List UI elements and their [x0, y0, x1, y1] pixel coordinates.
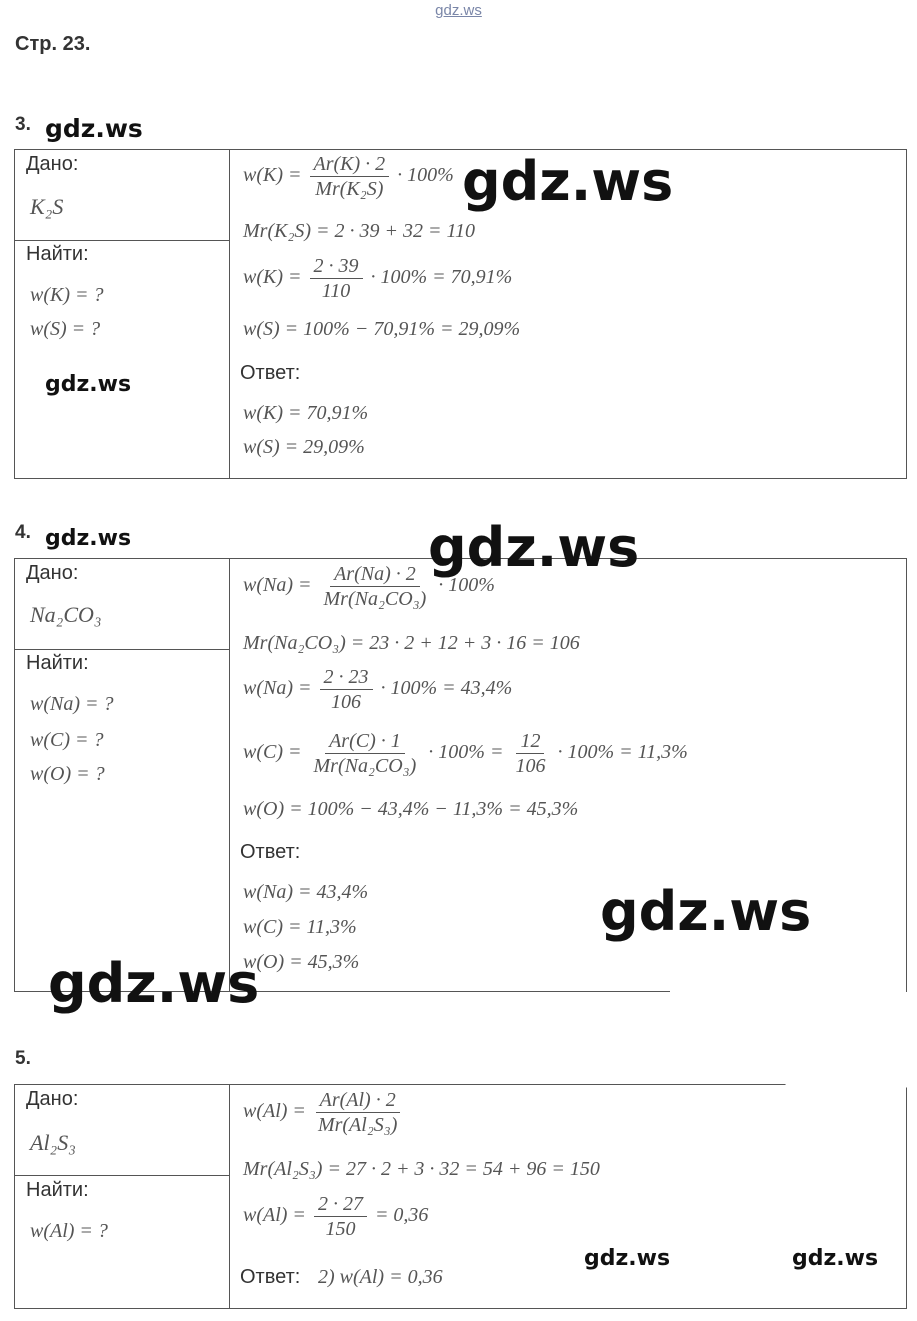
watermark-text: gdz.ws — [428, 516, 640, 579]
task3-table — [14, 149, 907, 479]
task5-find-label: Найти: — [26, 1179, 89, 1201]
page-title: Стр. 23. — [15, 33, 91, 55]
task5-formula-1: w(Al) = $\frac{Ar(Al) \cdot 2}{\text{Mr(Al₂S₃)}}$ — [243, 1089, 404, 1136]
task4-answer-label: Ответ: — [240, 841, 301, 863]
task4-number: 4. — [15, 522, 31, 543]
task4-find-1: w(Na) = ? — [30, 693, 114, 715]
task3-find-label: Найти: — [26, 243, 89, 265]
watermark-text: gdz.ws — [462, 150, 674, 213]
task4-given-label: Дано: — [26, 562, 79, 584]
task4-answer-2: w(C) = 11,3% — [243, 916, 357, 938]
task3-answer-2: w(S) = 29,09% — [243, 436, 365, 458]
task5-number: 5. — [15, 1048, 31, 1069]
task4-divider — [229, 559, 230, 992]
task5-border-blemish — [785, 1076, 910, 1088]
watermark-text: gdz.ws — [45, 114, 143, 143]
task3-answer-label: Ответ: — [240, 362, 301, 384]
task3-given-divider — [15, 240, 229, 241]
task3-given-formula: K₂S — [30, 194, 64, 219]
task3-answer-1: w(K) = 70,91% — [243, 402, 369, 424]
task5-formula-3: w(Al) = $\frac{2 \cdot 27}{150}$ = 0,36 — [243, 1193, 429, 1240]
watermark-text: gdz.ws — [584, 1246, 671, 1271]
task4-find-label: Найти: — [26, 652, 89, 674]
task3-given-label: Дано: — [26, 153, 79, 175]
task4-answer-3: w(O) = 45,3% — [243, 951, 360, 973]
watermark-text: gdz.ws — [45, 526, 132, 551]
task3-formula-1: w(K) = $\frac{Ar(K) \cdot 2}{\text{Mr(K₂S)}}$ · 100% — [243, 153, 454, 200]
task3-number: 3. — [15, 114, 31, 135]
task3-divider — [229, 150, 230, 478]
task5-answer: 2) w(Al) = 0,36 — [318, 1266, 443, 1288]
task5-formula-2: Mr(Al₂S₃) = 27 · 2 + 3 · 32 = 54 + 96 = 150 — [243, 1158, 600, 1180]
task4-formula-2: Mr(Na₂CO₃) = 23 · 2 + 12 + 3 · 16 = 106 — [243, 632, 580, 654]
task3-find-1: w(K) = ? — [30, 284, 104, 306]
task4-find-3: w(O) = ? — [30, 763, 105, 785]
task4-formula-3: w(Na) = $\frac{2 \cdot 23}{106}$ · 100% = 43,4% — [243, 666, 513, 713]
task3-find-2: w(S) = ? — [30, 318, 101, 340]
watermark-text: gdz.ws — [48, 952, 260, 1015]
watermark-text: gdz.ws — [600, 880, 812, 943]
task5-divider — [229, 1085, 230, 1308]
task5-table — [14, 1084, 907, 1309]
task4-given-divider — [15, 649, 229, 650]
task5-find-1: w(Al) = ? — [30, 1220, 108, 1242]
task4-formula-5: w(O) = 100% − 43,4% − 11,3% = 45,3% — [243, 798, 579, 820]
watermark-text: gdz.ws — [792, 1246, 879, 1271]
task3-formula-2: Mr(K₂S) = 2 · 39 + 32 = 110 — [243, 220, 476, 242]
watermark-text: gdz.ws — [45, 372, 132, 397]
task5-given-divider — [15, 1175, 229, 1176]
task5-answer-label: Ответ: — [240, 1266, 301, 1288]
top-watermark-link[interactable]: gdz.ws — [435, 2, 482, 19]
task4-answer-1: w(Na) = 43,4% — [243, 881, 369, 903]
task5-given-formula: Al₂S₃ — [30, 1130, 76, 1155]
task5-given-label: Дано: — [26, 1088, 79, 1110]
task3-formula-3: w(K) = $\frac{2 \cdot 39}{110}$ · 100% = 70,91% — [243, 255, 513, 302]
task4-find-2: w(C) = ? — [30, 729, 104, 751]
task4-given-formula: Na₂CO₃ — [30, 602, 102, 627]
task4-formula-1: w(Na) = $\frac{Ar(Na) \cdot 2}{\text{Mr(Na₂CO₃)}}$ · 100% — [243, 563, 495, 610]
task4-formula-4: w(C) = $\frac{Ar(C) \cdot 1}{\text{Mr(Na₂CO₃)}}$ · 100% = $\frac{12}{106}$ · 100% = 11,3% — [243, 730, 688, 777]
task3-formula-4: w(S) = 100% − 70,91% = 29,09% — [243, 318, 521, 340]
